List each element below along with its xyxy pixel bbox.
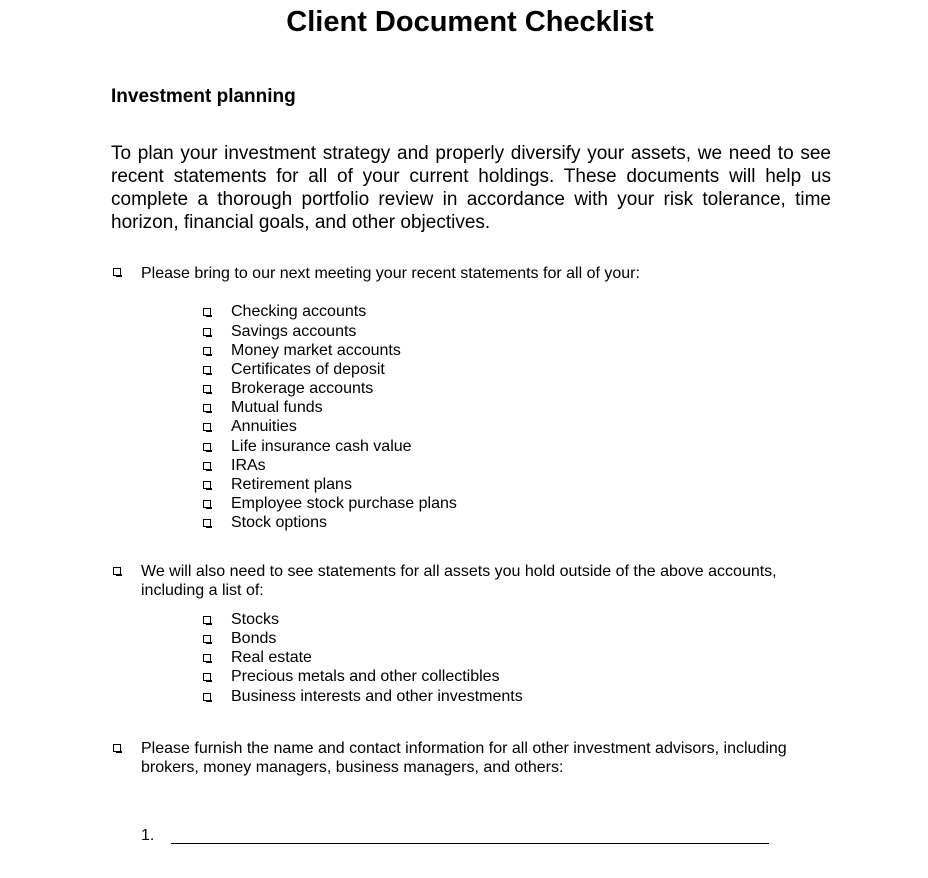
document-title: Client Document Checklist	[286, 6, 654, 38]
checkbox[interactable]	[203, 654, 211, 662]
sub-item-label: Annuities	[231, 418, 297, 435]
checkbox[interactable]	[203, 443, 211, 451]
sub-item-label: Employee stock purchase plans	[231, 495, 457, 512]
sub-item	[0, 513, 928, 532]
sub-item	[0, 398, 928, 417]
checklist-item-statements: Please bring to our next meeting your recent statements for all of your:	[141, 265, 640, 282]
checklist-item-outside-assets: We will also need to see statements for all assets you hold outside of the above accounts, including a list of:	[141, 563, 777, 599]
sub-item-label: Money market accounts	[231, 342, 401, 359]
checklist-item-advisors: Please furnish the name and contact information for all other investment advisors, including brokers, money managers, business managers, and others:	[141, 740, 787, 776]
checkbox[interactable]	[203, 519, 211, 527]
sub-item	[0, 360, 928, 379]
checkbox[interactable]	[203, 366, 211, 374]
checkbox[interactable]	[203, 385, 211, 393]
sub-item	[0, 667, 928, 686]
sub-item-label: Stock options	[231, 514, 328, 531]
sub-item	[0, 687, 928, 706]
sub-item	[0, 475, 928, 494]
section-heading: Investment planning	[111, 86, 296, 107]
checkbox-outside-assets[interactable]	[113, 567, 121, 575]
checkbox-statements[interactable]	[113, 268, 121, 276]
sub-item	[0, 322, 928, 341]
sub-item	[0, 417, 928, 436]
sub-item	[0, 629, 928, 648]
sub-item-label: Mutual funds	[231, 399, 323, 416]
sub-item-label: Bonds	[231, 630, 277, 647]
sub-item	[0, 302, 928, 321]
advisor-entry-blank-line[interactable]	[171, 843, 769, 844]
sub-item-label: Retirement plans	[231, 476, 352, 493]
checkbox[interactable]	[203, 308, 211, 316]
sub-item-label: IRAs	[231, 457, 266, 474]
checkbox[interactable]	[203, 404, 211, 412]
sub-item-label: Stocks	[231, 611, 280, 628]
sub-item	[0, 456, 928, 475]
advisor-entry-number: 1.	[141, 827, 155, 844]
checkbox[interactable]	[203, 328, 211, 336]
checkbox[interactable]	[203, 693, 211, 701]
sub-item	[0, 437, 928, 456]
sub-item	[0, 610, 928, 629]
checkbox[interactable]	[203, 481, 211, 489]
checkbox-advisors[interactable]	[113, 744, 121, 752]
sub-item-label: Real estate	[231, 649, 312, 666]
sub-item	[0, 494, 928, 513]
sub-item	[0, 379, 928, 398]
checkbox[interactable]	[203, 462, 211, 470]
checkbox[interactable]	[203, 500, 211, 508]
checkbox[interactable]	[203, 673, 211, 681]
checkbox[interactable]	[203, 635, 211, 643]
sub-item	[0, 341, 928, 360]
sub-item-label: Life insurance cash value	[231, 438, 412, 455]
sub-item-label: Certificates of deposit	[231, 361, 385, 378]
sub-item-label: Business interests and other investments	[231, 688, 523, 705]
checkbox[interactable]	[203, 616, 211, 624]
sub-item	[0, 648, 928, 667]
sub-item-label: Savings accounts	[231, 323, 357, 340]
intro-paragraph: To plan your investment strategy and properly diversify your assets, we need to see recent statements for all of your current holdings. These documents will help us complete a thorough portfolio review in accordance with your risk tolerance, time horizon, financial goals, and other objectives.	[111, 143, 831, 233]
sub-item-label: Checking accounts	[231, 303, 367, 320]
sub-item-label: Brokerage accounts	[231, 380, 374, 397]
sub-item-label: Precious metals and other collectibles	[231, 668, 500, 685]
checkbox[interactable]	[203, 423, 211, 431]
checkbox[interactable]	[203, 347, 211, 355]
